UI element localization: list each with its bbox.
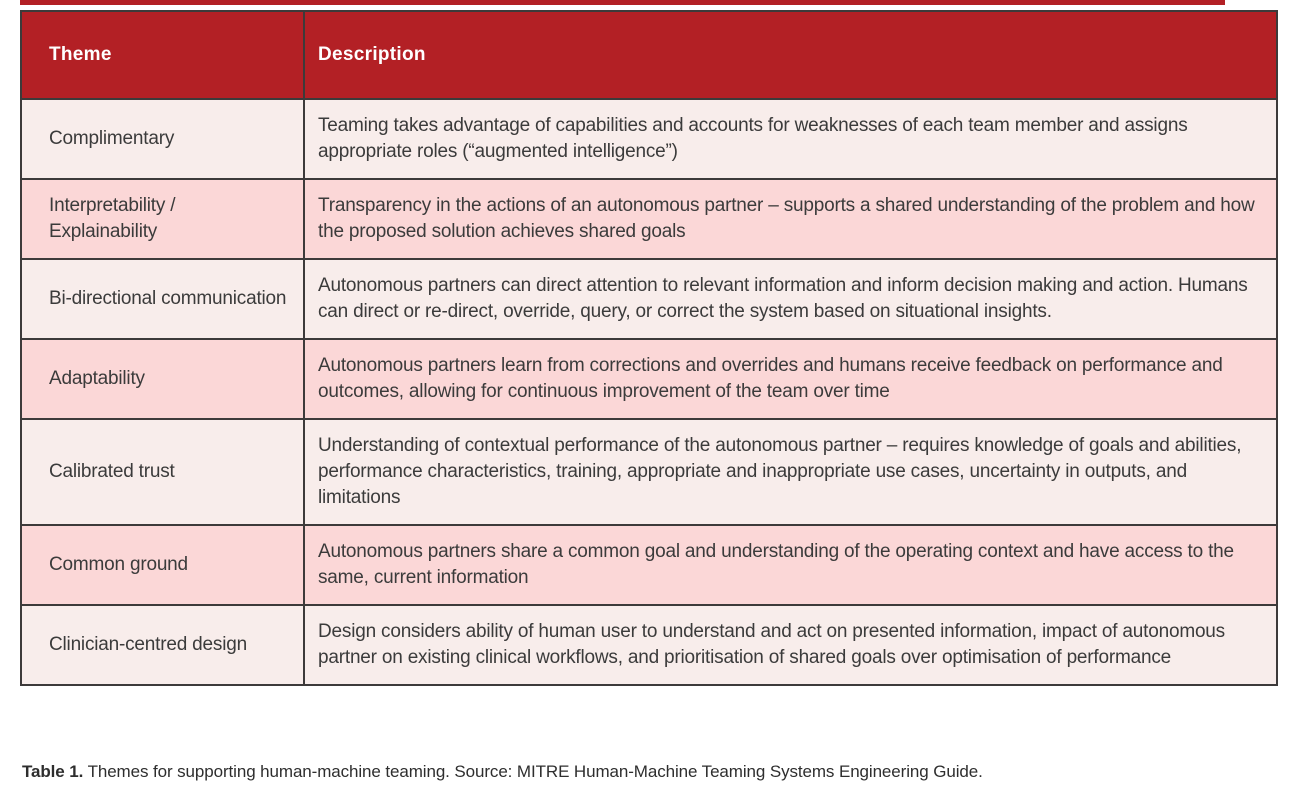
description-cell: Teaming takes advantage of capabilities and accounts for weaknesses of each team member and assigns appropriate roles (“augmented intelligence”): [304, 99, 1277, 179]
theme-cell: Clinician-centred design: [21, 605, 304, 685]
description-cell: Transparency in the actions of an autonomous partner – supports a shared understanding of the problem and how the proposed solution achieves shared goals: [304, 179, 1277, 259]
description-cell: Autonomous partners share a common goal and understanding of the operating context and have access to the same, current information: [304, 525, 1277, 605]
header-row: [21, 11, 1277, 99]
themes-table: [20, 10, 1278, 686]
table-row: [21, 339, 1277, 419]
table-row: [21, 259, 1277, 339]
description-cell: Autonomous partners can direct attention to relevant information and inform decision making and action. Humans can direct or re-direct, override, query, or correct the system based on situational insights.: [304, 259, 1277, 339]
table-row: [21, 99, 1277, 179]
theme-cell: Calibrated trust: [21, 419, 304, 525]
table-row: [21, 419, 1277, 525]
theme-column-header: Theme: [21, 11, 304, 99]
table-row: [21, 525, 1277, 605]
table-row: [21, 179, 1277, 259]
table-body: [21, 99, 1277, 685]
description-column-header: Description: [304, 11, 1277, 99]
theme-cell: Common ground: [21, 525, 304, 605]
table-caption-text: Themes for supporting human-machine teaming. Source: MITRE Human-Machine Teaming Systems Engineering Guide.: [83, 762, 983, 781]
theme-cell: Interpretability / Explainability: [21, 179, 304, 259]
table-caption-label: Table 1.: [22, 762, 84, 781]
description-cell: Autonomous partners learn from corrections and overrides and humans receive feedback on performance and outcomes, allowing for continuous improvement of the team over time: [304, 339, 1277, 419]
table-caption: [22, 762, 983, 782]
theme-cell: Complimentary: [21, 99, 304, 179]
clipped-banner-edge: [20, 0, 1225, 5]
theme-cell: Bi-directional communication: [21, 259, 304, 339]
description-cell: Design considers ability of human user to understand and act on presented information, impact of autonomous partner on existing clinical workflows, and prioritisation of shared goals over optimisation of performance: [304, 605, 1277, 685]
table-header: [21, 11, 1277, 99]
description-cell: Understanding of contextual performance of the autonomous partner – requires knowledge of goals and abilities, performance characteristics, training, appropriate and inappropriate use cases, uncertainty in outputs, and limitations: [304, 419, 1277, 525]
table-row: [21, 605, 1277, 685]
theme-cell: Adaptability: [21, 339, 304, 419]
